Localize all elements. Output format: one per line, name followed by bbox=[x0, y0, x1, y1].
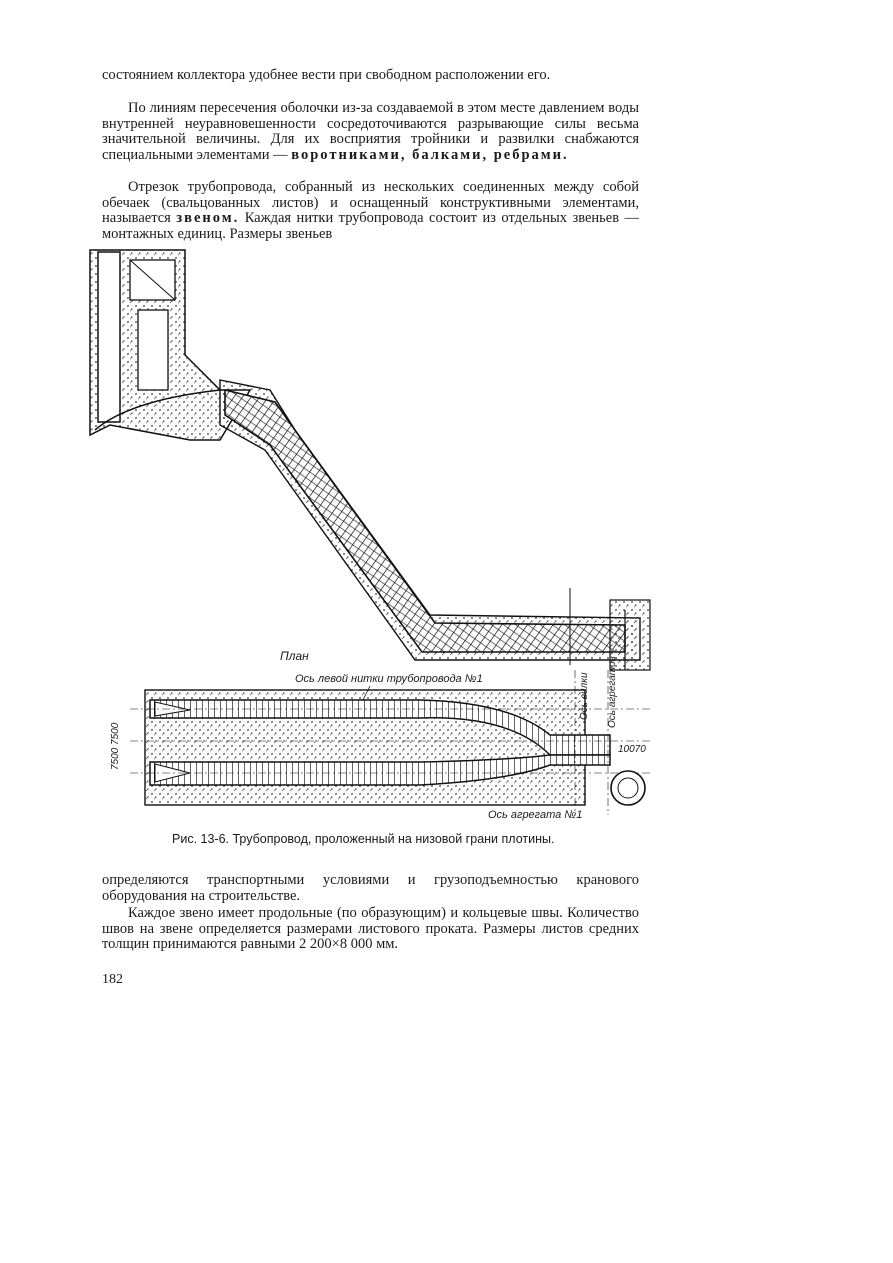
plan-label: План bbox=[280, 649, 309, 663]
paragraph-4-text: определяются транспортными условиями и грузоподъемностью кранового оборудования на строительстве. bbox=[102, 872, 639, 904]
units-axis-label: Ось агрегатов bbox=[607, 656, 618, 728]
plan-view bbox=[110, 649, 650, 821]
paragraph-2-text: По линиям пересечения оболочки из-за создаваемой в этом месте давлением воды внутренней неуравновешенности сосредоточиваются разрывающие силы весьма значительной величины. Для их восприятия тройники и развилки снабжаются специальными элементами — bbox=[102, 100, 639, 163]
paragraph-3-text-b: Каждая нитки трубопровода состоит из отдельных звеньев — монтажных единиц. Размеры звеньев bbox=[102, 210, 640, 242]
right-dimension: 10070 bbox=[618, 744, 646, 755]
paragraph-3-text-a: Отрезок трубопровода, собранный из нескольких соединенных между собой обечаек (свальцованных листов) и оснащенный конструктивными элементами, называется bbox=[102, 179, 639, 227]
pipeline-figure bbox=[70, 240, 670, 830]
paragraph-4 bbox=[102, 873, 639, 904]
paragraph-1-text: состоянием коллектора удобнее вести при свободном расположении его. bbox=[102, 67, 551, 83]
page-number: 182 bbox=[102, 972, 123, 987]
paragraph-3-emphasis: звеном. bbox=[176, 210, 240, 227]
paragraph-5 bbox=[102, 906, 639, 953]
paragraph-1 bbox=[102, 68, 639, 84]
left-thread-axis-label: Ось левой нитки трубопровода №1 bbox=[295, 673, 483, 685]
inclined-pipeline bbox=[220, 380, 650, 670]
paragraph-3 bbox=[102, 180, 639, 242]
fork-axis-label: Ось вилки bbox=[579, 672, 590, 720]
figure-caption: Рис. 13-6. Трубопровод, проложенный на низовой грани плотины. bbox=[172, 832, 555, 846]
paragraph-2 bbox=[102, 101, 639, 163]
left-dimension: 7500 7500 bbox=[110, 722, 121, 770]
paragraph-2-emphasis: воротниками, балками, ребрами. bbox=[291, 146, 569, 163]
unit-axis-label: Ось агрегата №1 bbox=[488, 809, 583, 821]
paragraph-5-text: Каждое звено имеет продольные (по образующим) и кольцевые швы. Количество швов на звене определяется размерами листового проката. Размеры листов средних толщин принимаются равными 2 200×8 000 мм. bbox=[102, 905, 639, 953]
